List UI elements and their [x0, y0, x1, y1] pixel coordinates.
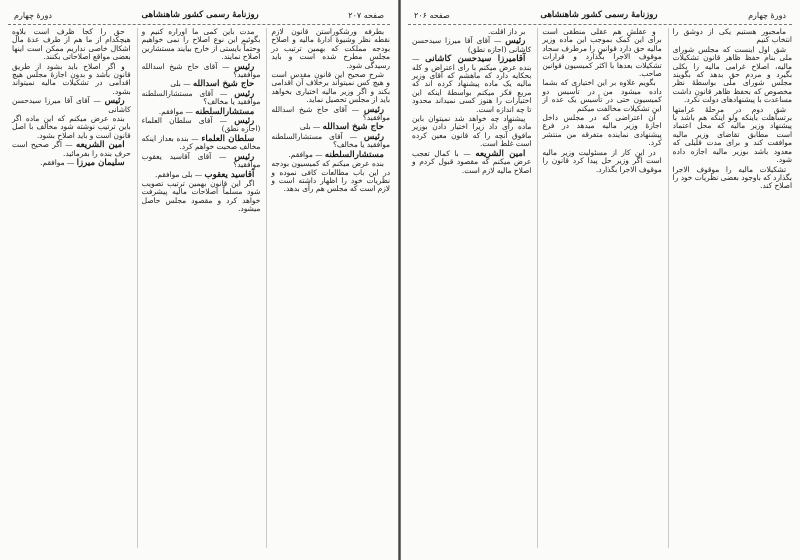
speaker-name: رئیس: [363, 131, 384, 142]
text-columns: [8, 28, 390, 548]
paragraph: [412, 115, 531, 149]
text-column: [408, 28, 531, 548]
paragraph: [542, 114, 661, 148]
speaker-name: رئیس: [363, 104, 384, 115]
paragraph: [12, 115, 131, 140]
paragraph-text: آقای آقاسید یعقوب موافقید؟: [141, 151, 261, 170]
paragraph-text: موافقم.: [158, 106, 184, 116]
paragraph-text: شق دوم در مرحلهٔ غرامتها برتساهلت باینکه ولو اینکه هم باشد با پیشنهاد وزیر مالیه که محل اعتماد است مطابق تقاضای وزیر مالیه موافقت کند و برای مدت قلیلی که معدود باشد بوزیر مالیه اجازه داده شود.: [672, 104, 792, 165]
paragraph-text: بلی موافقم.: [155, 169, 193, 179]
speaker-paragraph: رئیس — آقای حاج شیخ اسدالله موافقید؟: [271, 104, 390, 123]
paragraph: [542, 28, 661, 78]
paragraph: [673, 46, 792, 105]
paragraph-text: بر داز اقلت.: [487, 28, 526, 36]
page-binding: [398, 0, 401, 560]
speaker-paragraph: رئیس — آقای آقا میرزا سیدحسن کاشانی: [11, 96, 131, 114]
newspaper-title: روزنامهٔ رسمی کشور شاهنشاهی: [141, 10, 259, 20]
paragraph-text: موافقم.: [288, 149, 313, 159]
paragraph-text: اگر این قانون بهمین ترتیب تصویب شود مسلماً اصلاحات مالیه پیشرفت خواهد کرد و مقصود مجلس حاصل میشود.: [141, 178, 261, 214]
text-column: [537, 28, 661, 548]
paragraph: [673, 106, 792, 165]
speaker-paragraph: حاج شیخ اسدالله — بلی: [299, 122, 384, 133]
speaker-paragraph: رئیس — آقای مستشارالسلطنه موافقید یا مخالف؟: [271, 131, 390, 150]
paragraph-text: بنده عرض میکنم که کمیسیون بودجه در این باب مطالعات کافی نموده و نظریات خود را اظهار داشته است و لازم است که مجلس هم رأی بدهد.: [271, 159, 390, 194]
paragraph-text: آقای مستشارالسلطنه موافقید یا مخالف؟: [271, 131, 390, 150]
speaker-paragraph: رئیس — آقای آقاسید یعقوب موافقید؟: [141, 151, 261, 170]
paragraph-text: مامجبور هستیم یکی از دوشق را انتخاب کنیم: [672, 28, 792, 45]
paragraph-text: در این کار از مسئولیت وزیر مالیه است اگر وزیر حل پیدا کرد قانون را موقوف الاجرا بگذارد.: [542, 147, 662, 174]
paragraph: [271, 71, 390, 105]
paragraph: [542, 79, 661, 113]
paragraph-text: بلی: [299, 122, 311, 132]
speaker-name: رئیس: [234, 151, 255, 162]
page-header: [408, 8, 792, 22]
speaker-name: حاج شیخ اسدالله: [322, 122, 384, 133]
paragraph: [12, 63, 131, 97]
paragraph-text: آقای سلطان العلماء (اجازه نطق): [141, 116, 261, 134]
text-column: [8, 28, 131, 548]
paragraph-text: آقای آقا میرزا سیدحسن کاشانی: [11, 96, 131, 114]
paragraph-text: شق اول اینست که مجلس شورای ملی بنام حفظ ظاهر قانون تشکیلات مالیه، اصلاح غرامی مالیه را بکلی بگیرد و مردم حق بدهد که بگویند مجلس شورای ملی بواسطهٔ نظر مخصوص که بحفظ ظاهر قانون داشت مساعدت با پیشنهادهای دولت نکرد.: [672, 44, 792, 105]
paragraph: [673, 166, 792, 191]
speaker-name: مستشارالسلطنه: [195, 106, 255, 117]
speaker-name: رئیس: [234, 116, 255, 127]
speaker-name: سلطان العلماء: [201, 133, 255, 144]
paragraph-text: و عقلش هم عقلی منطقی است برای این کمک بموجب این ماده وزیر مالیه حق دارد قوانین را مرطرف سجاد موقوف الاجرا بگذارد و قرارات تشکیلات بعدها با اکثر کمیسیون قوانین صاحب.: [542, 28, 662, 79]
speaker-paragraph: رئیس — آقای مستشارالسلطنه موافقید یا مخالف؟: [141, 88, 261, 107]
period-label: دورهٔ چهارم: [14, 10, 52, 20]
speaker-name: آقامیرزا سیدحسن کاشانی: [425, 54, 526, 65]
speaker-paragraph: امین الشریعه — اگر صحیح است حرف بنده را بفرمائید.: [11, 140, 131, 158]
page-number: صفحه ۲۰۷: [348, 10, 384, 20]
paragraph: [271, 28, 390, 70]
speaker-name: حاج شیخ اسدالله: [192, 79, 255, 90]
page-number: صفحه ۲۰۶: [414, 10, 450, 20]
paragraph-text: پیشنهاد چه خواهد شد نمیتوان باین ماده رأی داد زیرا اختیار دادن بوزیر مافوق آنچه را که قانون معین کرده است غلط است.: [412, 114, 532, 149]
paragraph-text: آقای آقا میرزا سیدحسن کاشانی (اجازه نطق): [412, 36, 532, 54]
text-column: [668, 28, 792, 548]
speaker-name: امین الشریعه: [75, 140, 125, 151]
speaker-paragraph: سلیمان میرزا — موافقم.: [40, 158, 125, 169]
right-page: [400, 0, 800, 560]
paragraph-text: حق را کجا ظرف است بلاوه هیچکدام از ما هم از طرف عدهٔ مال اشکال خاصی نداریم ممکن است اینها بعضی مواقع اصلاحاتی بکنند.: [11, 28, 131, 62]
speaker-paragraph: رئیس — آقای سلطان العلماء (اجازه نطق): [141, 116, 261, 134]
speaker-paragraph: آقاسید یعقوب — بلی موافقم.: [155, 169, 255, 180]
paragraph-text: آن اعتراضی که در مجلس داخل اجازهٔ وزیر مالیه میدهد در فرع پیشنهادی نماینده متفرقه من منتشر کرد.: [542, 113, 662, 148]
paragraph-text: بنده عرض میکنم که این ماده اگر باین ترتیب نوشته شود مخالف با اصل قانون است و باید اصلاح بشود.: [11, 114, 131, 140]
period-label: دورهٔ چهارم: [748, 10, 786, 20]
speaker-paragraph: آقامیرزا سیدحسن کاشانی — بنده عرض میکنم با رای اعتراض و کله بحکایه دارد که ماهشم که آقای وزیر مالیه یک ماده پیشنهاد کرده اند که مربع فکر میکنم بواسطهٔ اینکه این اختیارات را هنوز کسی نمیداند محدود تا چه اندازه است.: [412, 54, 532, 114]
header-rule: [8, 24, 390, 25]
speaker-name: سلیمان میرزا: [76, 158, 125, 169]
text-column: [137, 28, 261, 548]
speaker-name: امین الشریعه: [475, 148, 526, 159]
speaker-paragraph: مستشارالسلطنه — موافقم.: [158, 106, 255, 117]
speaker-name: آقاسید یعقوب: [204, 169, 255, 180]
paragraph-text: موافقم.: [40, 158, 65, 168]
text-columns: [408, 28, 792, 548]
speaker-name: مستشارالسلطنه: [324, 149, 384, 160]
speaker-paragraph: رئیس — آقای حاج شیخ اسدالله موافقید؟: [141, 61, 261, 80]
paragraph-text: بلی: [170, 79, 181, 89]
paragraph: [142, 28, 261, 62]
paragraph: [271, 160, 390, 194]
paragraph-text: بنده عرض میکنم با رای اعتراض و کله بحکایه دارد که ماهشم که آقای وزیر مالیه یک ماده پیشنهاد کرده اند که مربع فکر میکنم بواسطهٔ اینکه این اختیارات را هنوز کسی نمیداند محدود تا چه اندازه است.: [412, 62, 532, 114]
speaker-paragraph: امین الشریعه — با کمال تعجب عرض میکنم که مقصود قبول کردم و اصلاح مالیه لازم است.: [412, 148, 532, 175]
paragraph: [12, 28, 131, 62]
speaker-name: رئیس: [104, 96, 125, 107]
paragraph-text: آقای حاج شیخ اسدالله موافقید؟: [271, 104, 390, 123]
paragraph-text: بطرفه ورشکوراستن قانون لازم نقطه نظر وشیوهٔ ادارهٔ مالیه و اصلاح بودجه مملکت که بهمین ترتیب در مجلس مطرح شده است و باید رسیدگی شود.: [271, 28, 390, 70]
paragraph: [673, 28, 792, 45]
header-rule: [408, 24, 792, 25]
paragraph: [542, 149, 661, 174]
speaker-name: رئیس: [505, 36, 526, 47]
speaker-paragraph: سلطان العلماء — بنده بعداز اینکه مخالف صحبت خواهم کرد.: [141, 133, 261, 152]
speaker-name: رئیس: [234, 88, 255, 99]
paragraph-text: تشکیلات مالیه را موقوف الاجرا بگذارد که باوجود بعضی نظریات خود را اصلاح کند.: [672, 164, 792, 191]
page-header: [8, 8, 390, 22]
paragraph-text: بنده بعداز اینکه مخالف صحبت خواهم کرد.: [141, 133, 261, 152]
speaker-paragraph: حاج شیخ اسدالله — بلی: [170, 79, 255, 90]
speaker-name: رئیس: [234, 61, 255, 72]
paragraph-text: آقای مستشارالسلطنه موافقید یا مخالف؟: [141, 88, 261, 107]
text-column: [266, 28, 390, 548]
paragraph-text: شرح صحیح این قانون مقدس است و هیچ کس نمیتواند برخلاف آن اقدامی بکند و اگر وزیر مالیه اختیاری بخواهد باید از مجلس تحصیل نماید.: [271, 70, 390, 105]
newspaper-title: روزنامهٔ رسمی کشور شاهنشاهی: [540, 10, 658, 20]
paragraph-text: مدت باین کمی ما اوراره کنیم و بگوئیم این نوع اصلاح را نمی خواهیم وحتماً بایستی از خارج بیایند مستشارین اصلاح نمایند.: [141, 28, 261, 62]
speaker-paragraph: رئیس — آقای آقا میرزا سیدحسن کاشانی (اجازه نطق): [412, 36, 532, 54]
paragraph-text: آقای حاج شیخ اسدالله موافقید؟: [141, 61, 261, 80]
paragraph-text: اگر صحیح است حرف بنده را بفرمائید.: [11, 140, 131, 158]
paragraph: [142, 180, 261, 214]
paragraph-text: بگویم علاوه بر این اختیاری که بشما داده میشود من در تأسیس دو کمیسیون حتی در تأسیس یک عده از این تشکیلات مخالفت میکنم: [542, 78, 662, 113]
paragraph-text: و اگر اصلاح باید بشود از طریق قانون باشد و بدون اجازهٔ مجلس هیچ اقدامی در تشکیلات مالیه نمیتواند بشود.: [11, 61, 131, 96]
paragraph-text: با کمال تعجب عرض میکنم که مقصود قبول کردم و اصلاح مالیه لازم است.: [412, 148, 532, 175]
speaker-paragraph: مستشارالسلطنه — موافقم.: [288, 149, 384, 160]
